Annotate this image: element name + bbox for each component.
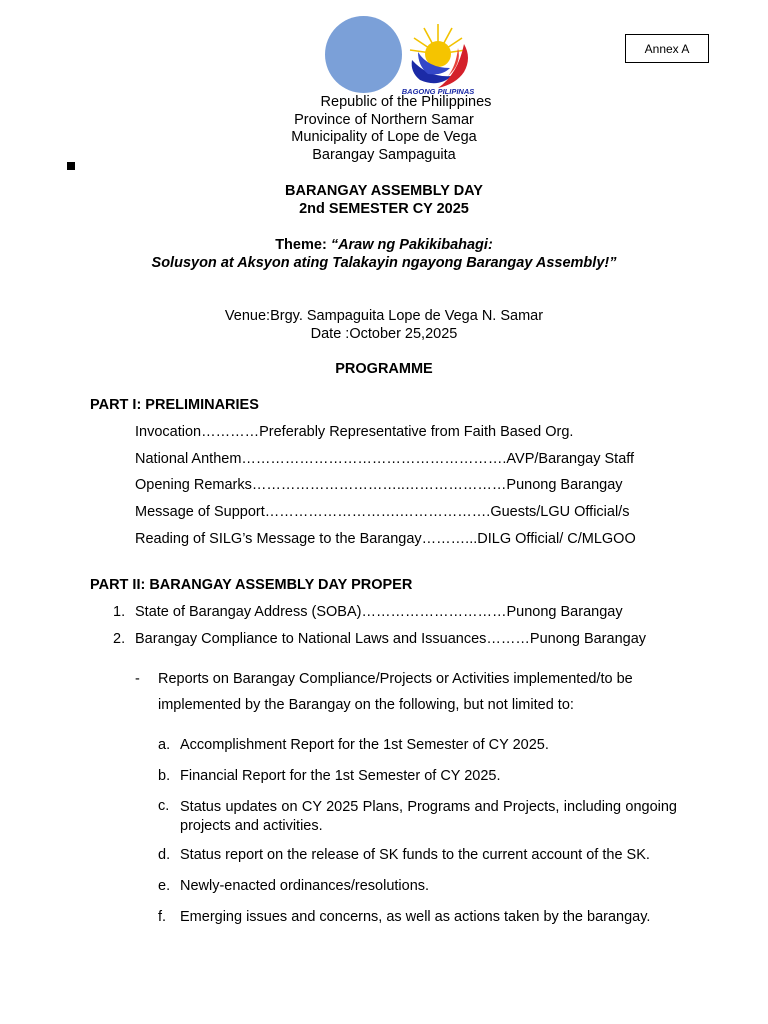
sub-item-financial: Financial Report for the 1st Semester of CY 2025. — [180, 768, 501, 784]
sub-item-status-updates: Status updates on CY 2025 Plans, Programs and Projects, including ongoing projects and activities. — [180, 799, 677, 834]
dash-bullet: - — [135, 671, 140, 687]
header-municipality: Municipality of Lope de Vega — [291, 129, 477, 145]
list-number: 2. — [113, 631, 126, 647]
theme-label: Theme: — [275, 237, 327, 253]
title-semester: 2nd SEMESTER CY 2025 — [299, 201, 469, 217]
sub-item-accomplishment: Accomplishment Report for the 1st Semester of CY 2025. — [180, 737, 549, 753]
theme-line1 — [0, 237, 768, 253]
list-number: 1. — [113, 604, 126, 620]
title-assembly-day: BARANGAY ASSEMBLY DAY — [285, 183, 483, 199]
sub-item-letter: d. — [158, 847, 171, 863]
square-bullet-icon — [67, 162, 75, 170]
header-republic: Republic of the Philippines — [320, 94, 492, 110]
part2-heading: PART II: BARANGAY ASSEMBLY DAY PROPER — [90, 577, 413, 593]
part1-item-anthem: National Anthem……………………………………………….AVP/Barangay Staff — [135, 451, 635, 467]
part2-item-soba: State of Barangay Address (SOBA)…………………………Punong Barangay — [135, 604, 623, 620]
part1-item-support: Message of Support……………………….……………….Guests/LGU Official/s — [135, 504, 630, 520]
date: Date :October 25,2025 — [310, 326, 458, 342]
theme-text-2: Solusyon at Aksyon ating Talakayin ngayong Barangay Assembly!” — [151, 255, 617, 271]
header-barangay: Barangay Sampaguita — [312, 147, 456, 163]
bagong-pilipinas-logo-icon — [398, 18, 478, 96]
sub-item-letter: f. — [158, 909, 167, 925]
theme-text-1: “Araw ng Pakikibahagi: — [330, 237, 493, 253]
sub-item-sk-funds: Status report on the release of SK funds to the current account of the SK. — [180, 847, 650, 863]
sub-item-letter: b. — [158, 768, 171, 784]
sub-item-emerging-issues: Emerging issues and concerns, as well as actions taken by the barangay. — [180, 909, 651, 925]
header-province: Province of Northern Samar — [294, 112, 474, 128]
bp-logo-text: BAGONG PILIPINAS — [401, 87, 475, 96]
reports-line-2: implemented by the Barangay on the following, but not limited to: — [158, 697, 574, 713]
sub-item-ordinances: Newly-enacted ordinances/resolutions. — [180, 878, 430, 894]
reports-line-1: Reports on Barangay Compliance/Projects or Activities implemented/to be — [158, 671, 633, 687]
municipal-seal-icon — [325, 16, 402, 93]
programme-heading: PROGRAMME — [335, 361, 433, 377]
part1-item-silg: Reading of SILG’s Message to the Barangay………...DILG Official/ C/MLGOO — [135, 531, 636, 547]
part2-item-compliance: Barangay Compliance to National Laws and Issuances………Punong Barangay — [135, 631, 647, 647]
annex-label: Annex A — [625, 34, 709, 63]
part1-item-opening: Opening Remarks…………………………..…………………Punong Barangay — [135, 477, 623, 493]
part1-item-invocation: Invocation…………Preferably Representative from Faith Based Org. — [135, 424, 574, 440]
sub-item-letter: e. — [158, 878, 171, 894]
sub-item-letter: a. — [158, 737, 171, 753]
venue: Venue:Brgy. Sampaguita Lope de Vega N. Samar — [224, 308, 544, 324]
part1-heading: PART I: PRELIMINARIES — [90, 397, 259, 413]
sub-item-letter: c. — [158, 798, 170, 814]
